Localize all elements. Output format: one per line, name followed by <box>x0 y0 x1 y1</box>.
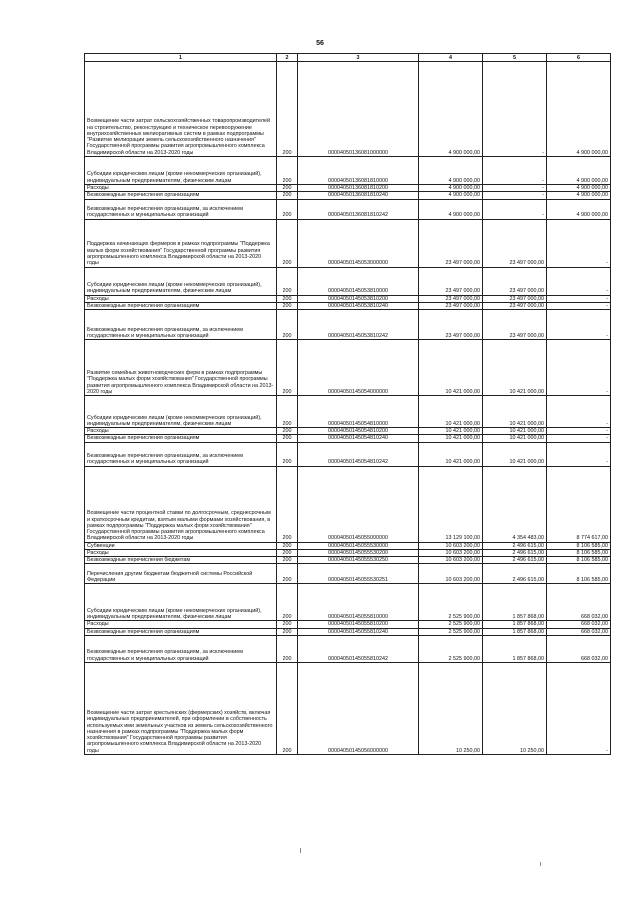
row-unexecuted-amount: - <box>547 340 611 396</box>
table-row <box>85 442 611 466</box>
row-code: 200 <box>277 185 298 192</box>
row-approved-amount: 4 900 000,00 <box>419 157 483 185</box>
row-description: Возмещение части затрат сельскохозяйственных товаропроизводителей на строительство, реконструкцию и техническое перевооружение внутрихозяйственных мелиоративных систем в рамках подпрограммы "Развитие мелиорации земель сельскохозяйственного назначения" Государственной программы развития агропромышленного комплекса Владимирской области на 2013-2020 годы <box>85 62 277 157</box>
row-approved-amount: 10 421 000,00 <box>419 396 483 428</box>
row-budget-code: 00004050145055810242 <box>298 635 419 662</box>
row-description: Субсидии юридическим лицам (кроме некоммерческих организаций), индивидуальным предпринимателям, физическим лицам <box>85 584 277 621</box>
row-approved-amount: 10 603 200,00 <box>419 549 483 556</box>
budget-table <box>84 53 611 755</box>
row-approved-amount: 10 603 200,00 <box>419 542 483 549</box>
scan-speck <box>300 848 301 853</box>
row-budget-code: 00004050145055530000 <box>298 542 419 549</box>
row-budget-code: 00004050145053810000 <box>298 267 419 295</box>
table-row <box>85 564 611 584</box>
row-code: 200 <box>277 62 298 157</box>
row-budget-code: 00004050145055530250 <box>298 557 419 564</box>
row-approved-amount: 10 603 200,00 <box>419 564 483 584</box>
row-budget-code: 00004050145054000000 <box>298 340 419 396</box>
row-budget-code: 00004050145054810000 <box>298 396 419 428</box>
row-unexecuted-amount: 8 106 585,00 <box>547 564 611 584</box>
row-unexecuted-amount: 8 106 585,00 <box>547 557 611 564</box>
table-row <box>85 635 611 662</box>
row-budget-code: 00004050145055810000 <box>298 584 419 621</box>
row-code: 200 <box>277 549 298 556</box>
row-executed-amount: 2 496 615,00 <box>483 564 547 584</box>
row-code: 200 <box>277 466 298 542</box>
row-description: Поддержка начинающих фермеров в рамках подпрограммы "Поддержка малых форм хозяйствования" Государственной программы развития агропромышленного комплекса Владимирской области на 2013-2020 годы <box>85 219 277 267</box>
row-code: 200 <box>277 199 298 219</box>
row-unexecuted-amount: - <box>547 396 611 428</box>
row-unexecuted-amount: 668 032,00 <box>547 628 611 635</box>
row-unexecuted-amount: - <box>547 442 611 466</box>
row-budget-code: 00004050136081810240 <box>298 192 419 199</box>
row-budget-code: 00004050145055000000 <box>298 466 419 542</box>
row-unexecuted-amount: 8 774 617,00 <box>547 466 611 542</box>
row-unexecuted-amount: 4 900 000,00 <box>547 185 611 192</box>
row-unexecuted-amount: - <box>547 428 611 435</box>
row-executed-amount: 23 497 000,00 <box>483 219 547 267</box>
row-description: Безвозмездные перечисления организациям <box>85 628 277 635</box>
row-approved-amount: 4 900 000,00 <box>419 185 483 192</box>
table-row <box>85 219 611 267</box>
table-row <box>85 302 611 309</box>
row-description: Возмещение части процентной ставки по долгосрочным, среднесрочным и краткосрочным кредитам, взятым малыми формами хозяйствования, в рамках подпрограммы "Поддержка малых форм хозяйствования" Государственной программы развития агропромышленного комплекса Владимирской области на 2013-2020 годы <box>85 466 277 542</box>
row-unexecuted-amount: 668 032,00 <box>547 584 611 621</box>
row-budget-code: 00004050145054810200 <box>298 428 419 435</box>
column-header: 4 <box>419 54 483 62</box>
row-description: Возмещение части затрат крестьянских (фермерских) хозяйств, включая индивидуальных предпринимателей, при оформлении в собственность используемых ими земельных участков из земель сельскохозяйственного назначения в рамках подпрограммы "Поддержка малых форм хозяйствования" Государственной программы развития агропромышленного комплекса Владимирской области на 2013-2020 годы <box>85 662 277 754</box>
table-row <box>85 621 611 628</box>
table-row <box>85 628 611 635</box>
row-description: Расходы <box>85 295 277 302</box>
row-description: Субсидии юридическим лицам (кроме некоммерческих организаций), индивидуальным предпринимателям, физическим лицам <box>85 157 277 185</box>
row-unexecuted-amount: 668 032,00 <box>547 621 611 628</box>
row-executed-amount: 23 497 000,00 <box>483 267 547 295</box>
row-description: Безвозмездные перечисления организациям <box>85 302 277 309</box>
row-budget-code: 00004050145054810240 <box>298 435 419 442</box>
row-budget-code: 00004050136081810000 <box>298 157 419 185</box>
row-unexecuted-amount: 4 900 000,00 <box>547 157 611 185</box>
row-approved-amount: 10 421 000,00 <box>419 428 483 435</box>
row-code: 200 <box>277 628 298 635</box>
scan-speck <box>540 862 541 866</box>
table-row <box>85 542 611 549</box>
row-description: Субсидии юридическим лицам (кроме некоммерческих организаций), индивидуальным предпринимателям, физическим лицам <box>85 267 277 295</box>
row-budget-code: 00004050145053810200 <box>298 295 419 302</box>
table-row <box>85 466 611 542</box>
row-executed-amount: 10 421 000,00 <box>483 442 547 466</box>
row-description: Расходы <box>85 185 277 192</box>
row-unexecuted-amount: - <box>547 267 611 295</box>
row-approved-amount: 10 421 000,00 <box>419 435 483 442</box>
table-row <box>85 662 611 754</box>
row-approved-amount: 4 900 000,00 <box>419 199 483 219</box>
row-code: 200 <box>277 219 298 267</box>
table-row <box>85 428 611 435</box>
row-approved-amount: 2 525 900,00 <box>419 584 483 621</box>
row-approved-amount: 10 421 000,00 <box>419 442 483 466</box>
row-unexecuted-amount: 4 900 000,00 <box>547 192 611 199</box>
row-unexecuted-amount: 8 106 585,00 <box>547 549 611 556</box>
row-executed-amount: 23 497 000,00 <box>483 310 547 340</box>
row-approved-amount: 10 421 000,00 <box>419 340 483 396</box>
row-executed-amount: 10 250,00 <box>483 662 547 754</box>
row-unexecuted-amount: 4 900 000,00 <box>547 62 611 157</box>
row-approved-amount: 23 497 000,00 <box>419 302 483 309</box>
row-unexecuted-amount: - <box>547 662 611 754</box>
row-budget-code: 00004050145054810242 <box>298 442 419 466</box>
row-approved-amount: 10 250,00 <box>419 662 483 754</box>
row-unexecuted-amount: - <box>547 310 611 340</box>
row-unexecuted-amount: - <box>547 295 611 302</box>
row-executed-amount: 10 421 000,00 <box>483 396 547 428</box>
row-budget-code: 00004050136081810200 <box>298 185 419 192</box>
row-budget-code: 00004050145056000000 <box>298 662 419 754</box>
row-description: Перечисления другим бюджетам бюджетной системы Российской Федерации <box>85 564 277 584</box>
row-budget-code: 00004050145055530200 <box>298 549 419 556</box>
row-budget-code: 00004050145053000000 <box>298 219 419 267</box>
row-executed-amount: 4 354 483,00 <box>483 466 547 542</box>
row-code: 200 <box>277 310 298 340</box>
column-header: 2 <box>277 54 298 62</box>
table-row <box>85 267 611 295</box>
row-code: 200 <box>277 435 298 442</box>
row-approved-amount: 13 129 100,00 <box>419 466 483 542</box>
row-description: Безвозмездные перечисления организациям <box>85 192 277 199</box>
row-description: Субвенции <box>85 542 277 549</box>
table-row <box>85 157 611 185</box>
row-approved-amount: 23 497 000,00 <box>419 310 483 340</box>
table-row <box>85 340 611 396</box>
row-code: 200 <box>277 564 298 584</box>
row-unexecuted-amount: 8 106 585,00 <box>547 542 611 549</box>
row-executed-amount: 2 496 615,00 <box>483 542 547 549</box>
row-description: Безвозмездные перечисления организациям, за исключением государственных и муниципальных организаций <box>85 199 277 219</box>
row-description: Безвозмездные перечисления организациям, за исключением государственных и муниципальных организаций <box>85 310 277 340</box>
row-approved-amount: 4 900 000,00 <box>419 62 483 157</box>
row-executed-amount: 1 857 868,00 <box>483 584 547 621</box>
row-code: 200 <box>277 340 298 396</box>
table-row <box>85 557 611 564</box>
row-code: 200 <box>277 428 298 435</box>
row-executed-amount: 1 857 868,00 <box>483 628 547 635</box>
row-approved-amount: 23 497 000,00 <box>419 295 483 302</box>
column-header: 1 <box>85 54 277 62</box>
row-approved-amount: 2 525 900,00 <box>419 621 483 628</box>
row-executed-amount: - <box>483 62 547 157</box>
column-header: 3 <box>298 54 419 62</box>
row-unexecuted-amount: 668 032,00 <box>547 635 611 662</box>
row-budget-code: 00004050145055810240 <box>298 628 419 635</box>
header-row <box>85 54 611 62</box>
table-row <box>85 199 611 219</box>
row-description: Безвозмездные перечисления организациям, за исключением государственных и муниципальных организаций <box>85 635 277 662</box>
row-description: Расходы <box>85 621 277 628</box>
row-code: 200 <box>277 584 298 621</box>
column-header: 6 <box>547 54 611 62</box>
row-description: Безвозмездные перечисления организациям, за исключением государственных и муниципальных организаций <box>85 442 277 466</box>
row-budget-code: 00004050145053810240 <box>298 302 419 309</box>
row-executed-amount: 1 857 868,00 <box>483 635 547 662</box>
row-description: Безвозмездные перечисления бюджетам <box>85 557 277 564</box>
table-row <box>85 310 611 340</box>
column-header: 5 <box>483 54 547 62</box>
row-budget-code: 00004050145055810200 <box>298 621 419 628</box>
row-code: 200 <box>277 157 298 185</box>
row-approved-amount: 4 900 000,00 <box>419 192 483 199</box>
row-executed-amount: 2 496 615,00 <box>483 557 547 564</box>
row-code: 200 <box>277 295 298 302</box>
row-description: Развитие семейных животноводческих ферм в рамках подпрограммы "Поддержка малых форм хозяйствования" Государственной программы развития агропромышленного комплекса Владимирской области на 2013-2020 годы <box>85 340 277 396</box>
row-executed-amount: 10 421 000,00 <box>483 340 547 396</box>
row-executed-amount: - <box>483 199 547 219</box>
row-approved-amount: 2 525 900,00 <box>419 635 483 662</box>
row-code: 200 <box>277 635 298 662</box>
row-code: 200 <box>277 662 298 754</box>
page-number: 56 <box>316 40 324 47</box>
row-unexecuted-amount: - <box>547 435 611 442</box>
row-executed-amount: 23 497 000,00 <box>483 295 547 302</box>
row-unexecuted-amount: - <box>547 302 611 309</box>
row-description: Субсидии юридическим лицам (кроме некоммерческих организаций), индивидуальным предпринимателям, физическим лицам <box>85 396 277 428</box>
row-approved-amount: 2 525 900,00 <box>419 628 483 635</box>
table-body <box>85 62 611 755</box>
row-code: 200 <box>277 557 298 564</box>
table-row <box>85 185 611 192</box>
row-budget-code: 00004050136081000000 <box>298 62 419 157</box>
row-code: 200 <box>277 267 298 295</box>
table-row <box>85 396 611 428</box>
row-executed-amount: 1 857 868,00 <box>483 621 547 628</box>
row-budget-code: 00004050145055530251 <box>298 564 419 584</box>
row-executed-amount: 2 496 615,00 <box>483 549 547 556</box>
row-description: Расходы <box>85 428 277 435</box>
table-row <box>85 549 611 556</box>
row-approved-amount: 23 497 000,00 <box>419 219 483 267</box>
row-budget-code: 00004050136081810242 <box>298 199 419 219</box>
table-row <box>85 435 611 442</box>
row-code: 200 <box>277 302 298 309</box>
row-executed-amount: 10 421 000,00 <box>483 435 547 442</box>
row-executed-amount: 23 497 000,00 <box>483 302 547 309</box>
row-code: 200 <box>277 442 298 466</box>
row-description: Безвозмездные перечисления организациям <box>85 435 277 442</box>
row-code: 200 <box>277 192 298 199</box>
row-executed-amount: 10 421 000,00 <box>483 428 547 435</box>
row-budget-code: 00004050145053810242 <box>298 310 419 340</box>
row-code: 200 <box>277 542 298 549</box>
row-description: Расходы <box>85 549 277 556</box>
row-unexecuted-amount: - <box>547 219 611 267</box>
row-code: 200 <box>277 621 298 628</box>
row-approved-amount: 23 497 000,00 <box>419 267 483 295</box>
table-row <box>85 295 611 302</box>
row-executed-amount: - <box>483 192 547 199</box>
row-approved-amount: 10 603 200,00 <box>419 557 483 564</box>
row-code: 200 <box>277 396 298 428</box>
table-row <box>85 192 611 199</box>
row-executed-amount: - <box>483 157 547 185</box>
table-row <box>85 62 611 157</box>
row-unexecuted-amount: 4 900 000,00 <box>547 199 611 219</box>
row-executed-amount: - <box>483 185 547 192</box>
table-row <box>85 584 611 621</box>
